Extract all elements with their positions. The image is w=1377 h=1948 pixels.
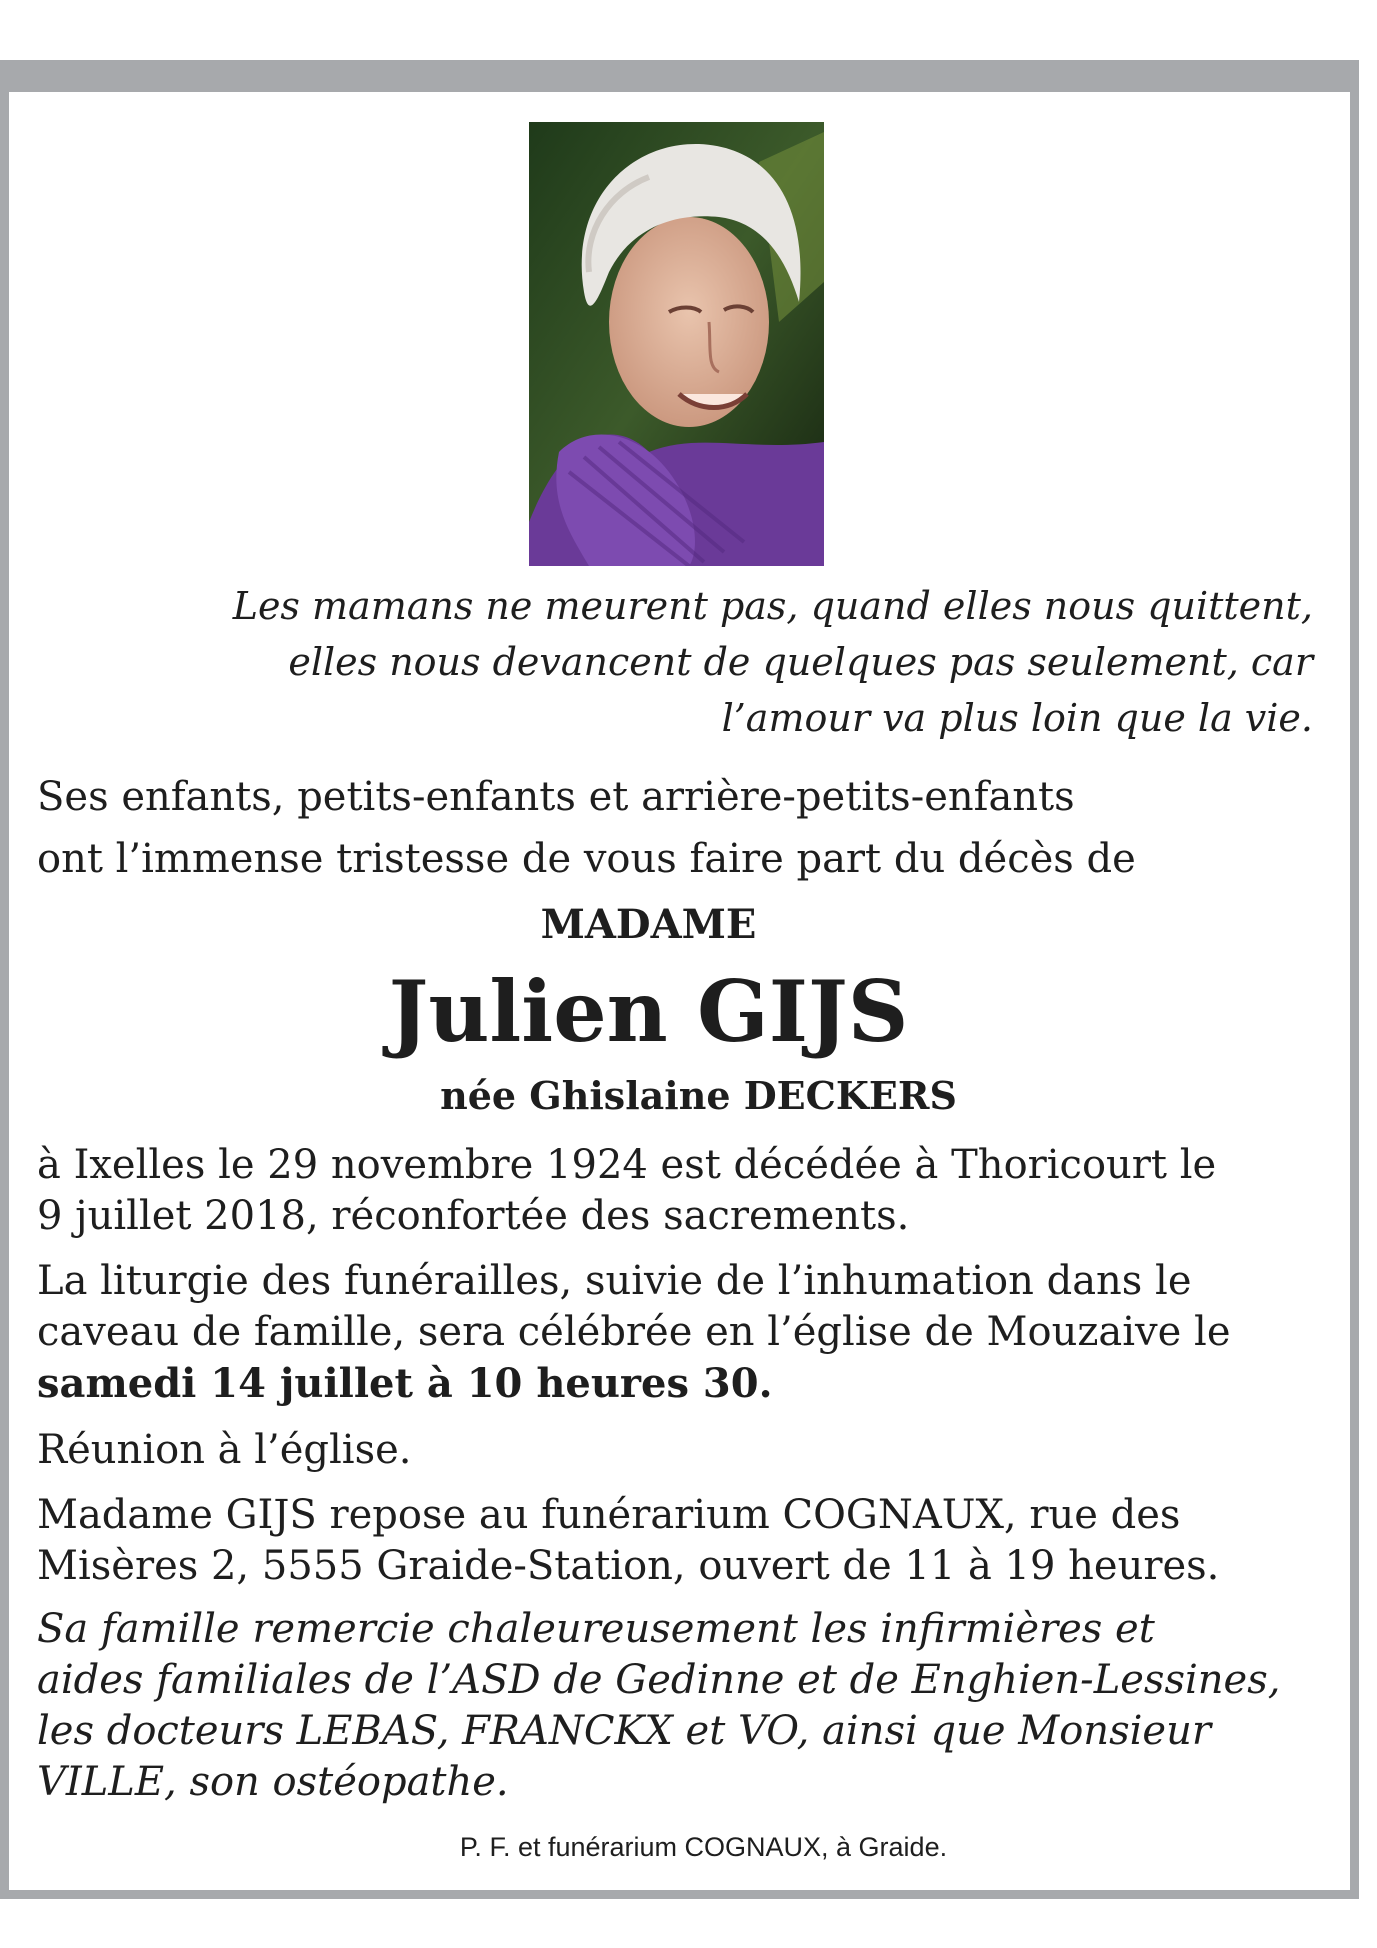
- details-line: à Ixelles le 29 novembre 1924 est décédée à Thoricourt le: [37, 1142, 1217, 1188]
- liturgy-line: caveau de famille, sera célébrée en l’église de Mouzaive le: [37, 1309, 1231, 1355]
- intro-line: Ses enfants, petits-enfants et arrière-petits-enfants: [37, 774, 1075, 820]
- quote-line: elles nous devancent de quelques pas seulement, car: [288, 640, 1313, 684]
- announcement-intro: [37, 766, 1327, 890]
- memorial-quote: [163, 578, 1313, 746]
- quote-line: l’amour va plus loin que la vie.: [721, 696, 1313, 740]
- funeral-date-time: samedi 14 juillet à 10 heures 30.: [37, 1360, 773, 1407]
- thanks-line: VILLE, son ostéopathe.: [37, 1759, 509, 1805]
- funeral-home-credit: P. F. et funérarium COGNAUX, à Graide.: [459, 1832, 948, 1862]
- meeting-line: Réunion à l’église.: [37, 1427, 412, 1473]
- repose-line: Madame GIJS repose au funérarium COGNAUX, rue des: [37, 1492, 1181, 1538]
- meeting-note: [37, 1425, 1327, 1476]
- thanks-line: les docteurs LEBAS, FRANCKX et VO, ainsi que Monsieur: [37, 1708, 1211, 1754]
- liturgy-line: La liturgie des funérailles, suivie de l’inhumation dans le: [37, 1258, 1192, 1304]
- thanks-line: aides familiales de l’ASD de Gedinne et de Enghien-Lessines,: [37, 1657, 1281, 1703]
- intro-line: ont l’immense tristesse de vous faire part du décès de: [37, 836, 1136, 882]
- repose-details: [37, 1490, 1327, 1592]
- liturgy-details: [37, 1256, 1327, 1409]
- thanks-line: Sa famille remercie chaleureusement les infirmières et: [37, 1606, 1155, 1652]
- details-line: 9 juillet 2018, réconfortée des sacrements.: [37, 1193, 910, 1239]
- repose-line: Misères 2, 5555 Graide-Station, ouvert de 11 à 19 heures.: [37, 1543, 1220, 1589]
- family-thanks: [37, 1604, 1327, 1808]
- quote-line: Les mamans ne meurent pas, quand elles nous quittent,: [232, 584, 1313, 628]
- deceased-name: Julien GIJS: [388, 962, 909, 1061]
- birth-death-details: [37, 1140, 1327, 1242]
- deceased-title: MADAME: [540, 901, 757, 948]
- maiden-name: née Ghislaine DECKERS: [440, 1073, 957, 1118]
- portrait-photo: [529, 122, 824, 566]
